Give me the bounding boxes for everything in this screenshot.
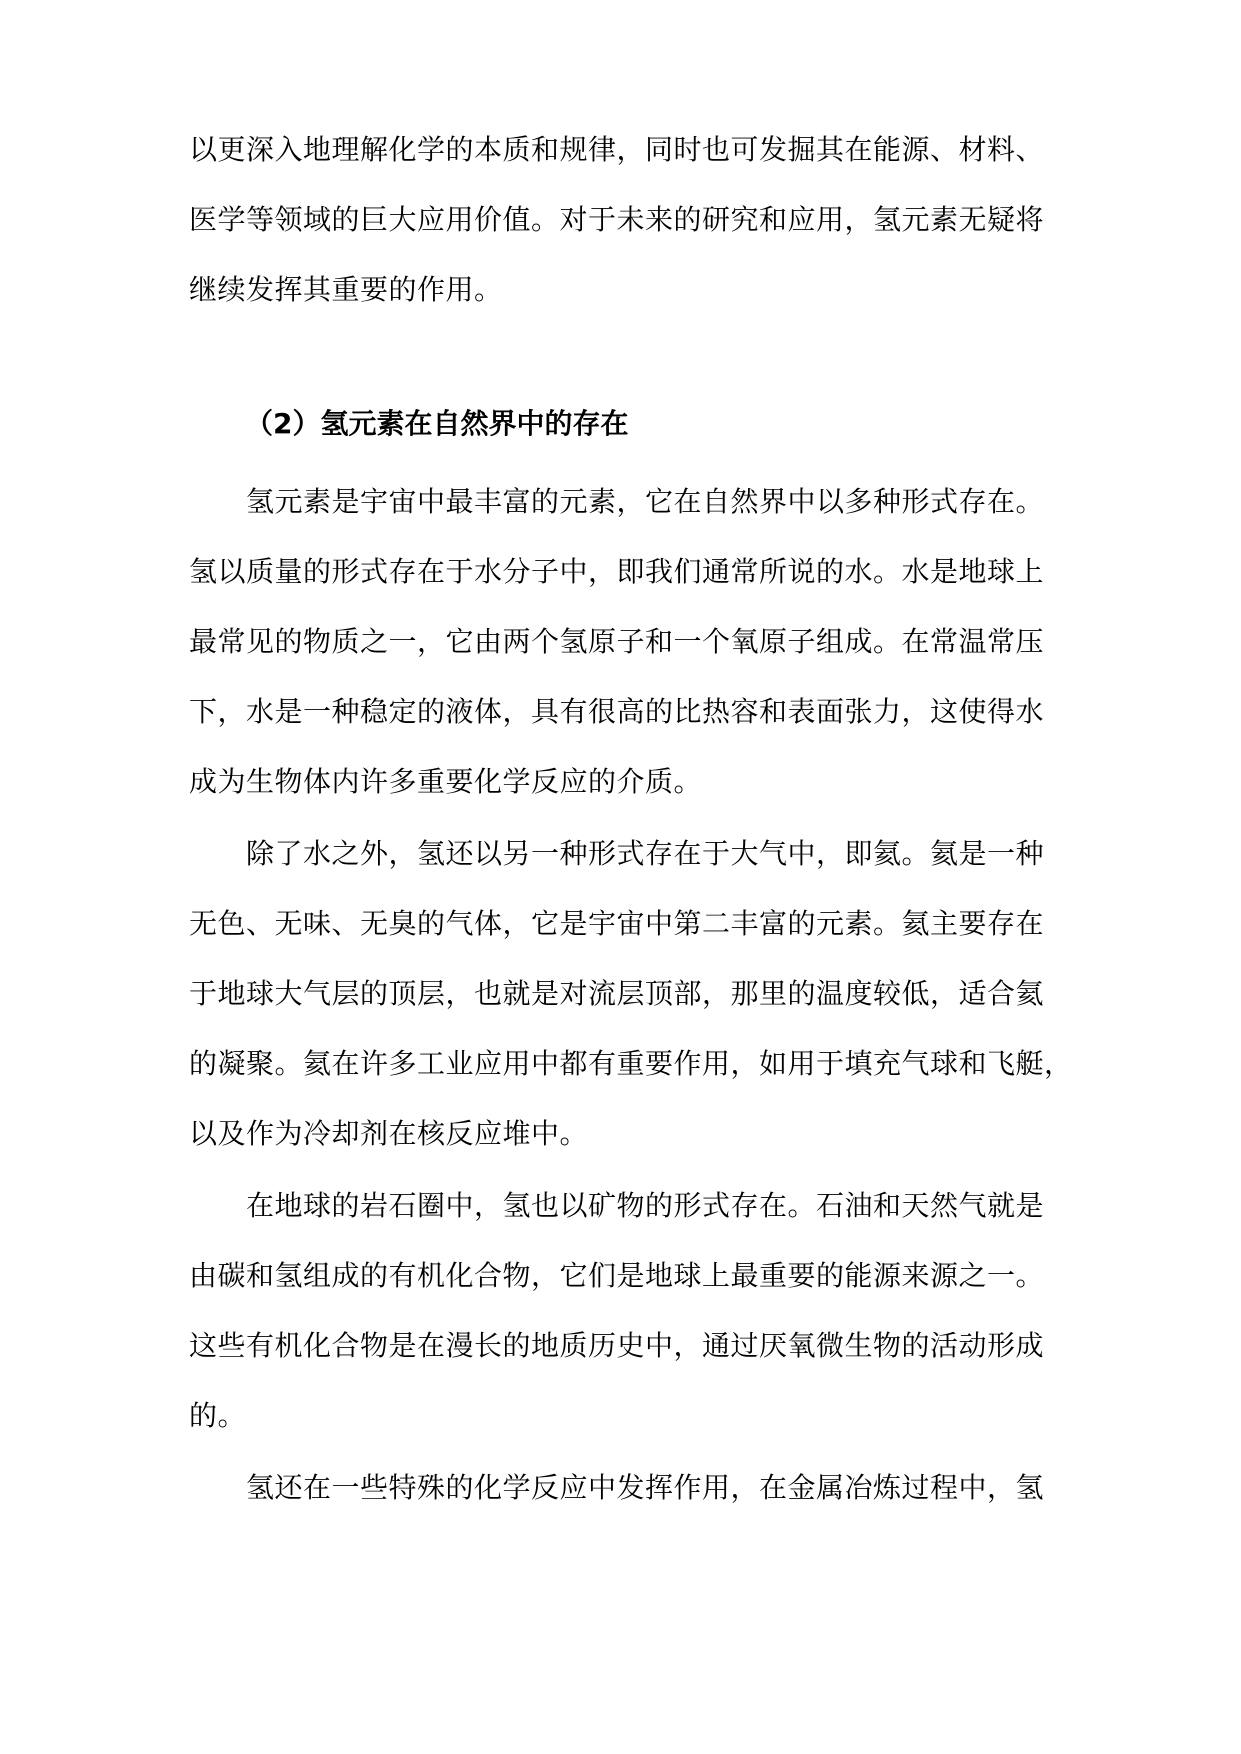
section-heading: （2）氢元素在自然界中的存在 — [245, 407, 629, 440]
text-line: 成为生物体内许多重要化学反应的介质。 — [189, 765, 703, 798]
text-line: 医学等领域的巨大应用价值。对于未来的研究和应用，氢元素无疑将 — [189, 203, 1045, 236]
text-line: 的凝聚。氦在许多工业应用中都有重要作用，如用于填充气球和飞艇， — [189, 1047, 1073, 1080]
text-line: 氢元素是宇宙中最丰富的元素，它在自然界中以多种形式存在。 — [189, 485, 1045, 518]
text-line: 下，水是一种稳定的液体，具有很高的比热容和表面张力，这使得水 — [189, 695, 1045, 728]
text-line: 继续发挥其重要的作用。 — [189, 273, 503, 306]
text-line: 由碳和氢组成的有机化合物，它们是地球上最重要的能源来源之一。 — [189, 1259, 1045, 1292]
text-line: 氢还在一些特殊的化学反应中发挥作用，在金属冶炼过程中，氢 — [189, 1471, 1045, 1504]
text-line: 在地球的岩石圈中，氢也以矿物的形式存在。石油和天然气就是 — [189, 1189, 1045, 1222]
text-line: 无色、无味、无臭的气体，它是宇宙中第二丰富的元素。氦主要存在 — [189, 907, 1045, 940]
text-line: 除了水之外，氢还以另一种形式存在于大气中，即氦。氦是一种 — [189, 837, 1045, 870]
text-line: 氢以质量的形式存在于水分子中，即我们通常所说的水。水是地球上 — [189, 555, 1045, 588]
text-line: 以更深入地理解化学的本质和规律，同时也可发掘其在能源、材料、 — [189, 133, 1045, 166]
text-line: 这些有机化合物是在漫长的地质历史中，通过厌氧微生物的活动形成 — [189, 1329, 1045, 1362]
text-line: 于地球大气层的顶层，也就是对流层顶部，那里的温度较低，适合氦 — [189, 977, 1045, 1010]
text-line: 以及作为冷却剂在核反应堆中。 — [189, 1117, 589, 1150]
text-line: 的。 — [189, 1399, 247, 1432]
text-line: 最常见的物质之一，它由两个氢原子和一个氧原子组成。在常温常压 — [189, 625, 1045, 658]
